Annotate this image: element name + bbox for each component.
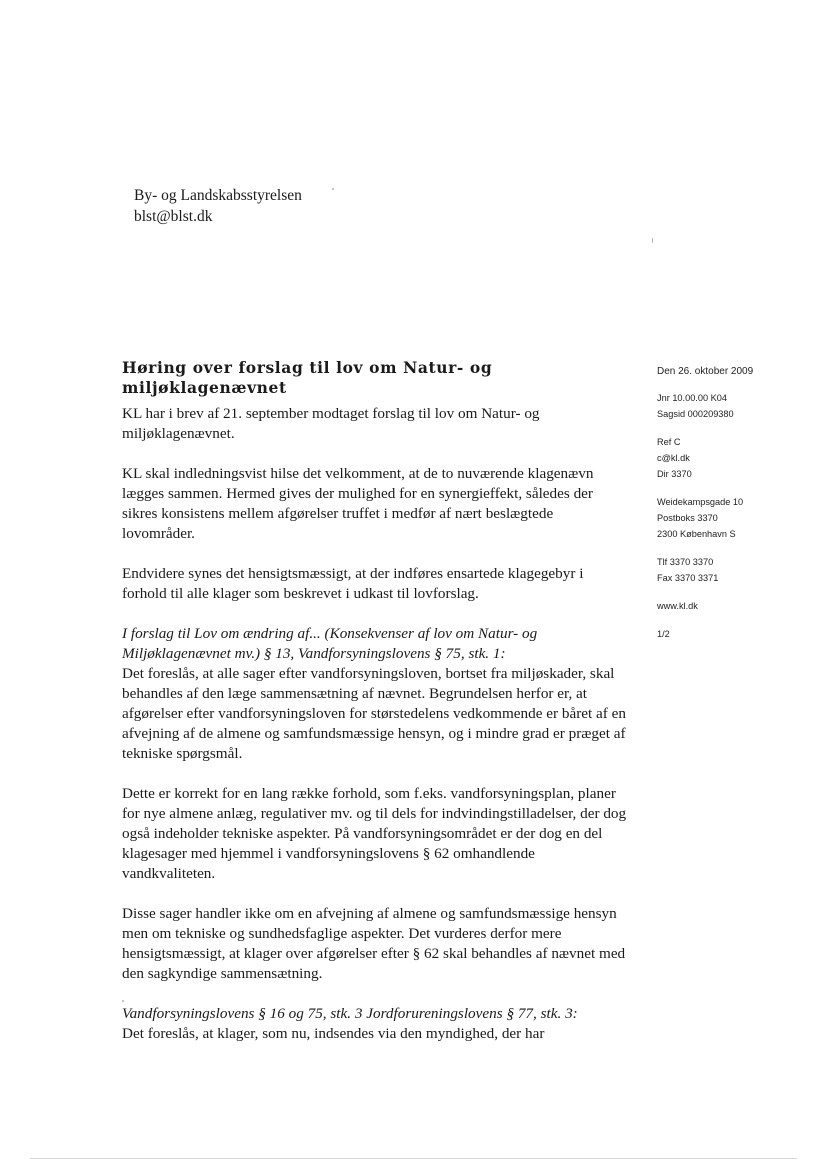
recipient-email: blst@blst.dk: [134, 208, 213, 225]
scan-speck: [332, 188, 334, 190]
section-title-2: Vandforsyningslovens § 16 og 75, stk. 3 Jordforureningslovens § 77, stk. 3:: [122, 1005, 578, 1022]
section-title-1: I forslag til Lov om ændring af... (Konsekvenser af lov om Natur- og Miljøklagenævnet mv.) § 13, Vandforsyningslovens § 75, stk. 1:: [122, 625, 538, 662]
letter-body: [122, 358, 627, 1064]
recipient-block: [134, 185, 302, 227]
telephone: Tlf 3370 3370: [657, 557, 714, 567]
paragraph-fees: Endvidere synes det hensigtsmæssigt, at der indføres ensartede klagegebyr i forhold til alle klager som beskrevet i udkast til lovforslag.: [122, 565, 584, 602]
letter-heading: Høring over forslag til lov om Natur- og miljøklagenævnet: [122, 358, 493, 397]
website: www.kl.dk: [657, 601, 698, 611]
journal-number: Jnr 10.00.00 K04: [657, 393, 727, 403]
phone-group: [657, 554, 817, 586]
case-id: Sagsid 000209380: [657, 409, 734, 419]
paragraph-proposal: Det foreslås, at alle sager efter vandforsyningsloven, bortset fra miljøskader, skal behandles af den læge sammensætning af nævnet. Begrundelsen herfor er, at afgørelser efter vandforsyningsloven for størstedelens vedkommende er båret af en afvejning af de almene og samfundsmæssige hensyn, og i mindre grad er præget af tekniske spørgsmål.: [122, 665, 626, 762]
letter-date: Den 26. oktober 2009: [657, 366, 754, 377]
reference: Ref C: [657, 437, 681, 447]
paragraph-correct: Dette er korrekt for en lang række forhold, som f.eks. vandforsyningsplan, planer for nye almene anlæg, regulativer mv. og til dels for indvindingstilladelser, der dog også indeholder tekniske aspekter. På vandforsyningsområdet er der dog en del klagesager med hjemmel i vandforsyningslovens § 62 omhandlende vandkvaliteten.: [122, 785, 627, 882]
sender-info-sidebar: [657, 364, 817, 642]
paragraph-cases: Disse sager handler ikke om en afvejning af almene og samfundsmæssige hensyn men om tekniske og sundhedsfaglige aspekter. Det vurderes derfor mere hensigtsmæssigt, at klager over afgørelser efter § 62 skal behandles af nævnet med den sagkyndige sammensætning.: [122, 905, 626, 982]
paragraph-intro: KL har i brev af 21. september modtaget forslag til lov om Natur- og miljøklagenævnet.: [122, 405, 540, 442]
page-number: 1/2: [657, 629, 670, 639]
scan-edge-line: [30, 1158, 797, 1159]
direct-phone: Dir 3370: [657, 469, 692, 479]
recipient-name: By- og Landskabsstyrelsen: [134, 187, 302, 204]
scan-speck: [122, 1000, 124, 1002]
web-group: [657, 598, 817, 614]
paragraph-complaints: Det foreslås, at klager, som nu, indsendes via den myndighed, der har: [122, 1025, 545, 1042]
fax: Fax 3370 3371: [657, 573, 719, 583]
city: 2300 København S: [657, 529, 736, 539]
contact-email: c@kl.dk: [657, 453, 690, 463]
scan-speck: [652, 238, 653, 243]
address-group: [657, 494, 817, 542]
contact-group: [657, 434, 817, 482]
street-address: Weidekampsgade 10: [657, 497, 744, 507]
paragraph-welcome: KL skal indledningsvist hilse det velkomment, at de to nuværende klagenævn lægges sammen. Hermed gives der mulighed for en synergieffekt, således der sikres konsistens mellem afgørelser truffet i medfør af nært beslægtede lovområder.: [122, 465, 594, 542]
case-reference-group: [657, 390, 817, 422]
post-box: Postboks 3370: [657, 513, 718, 523]
